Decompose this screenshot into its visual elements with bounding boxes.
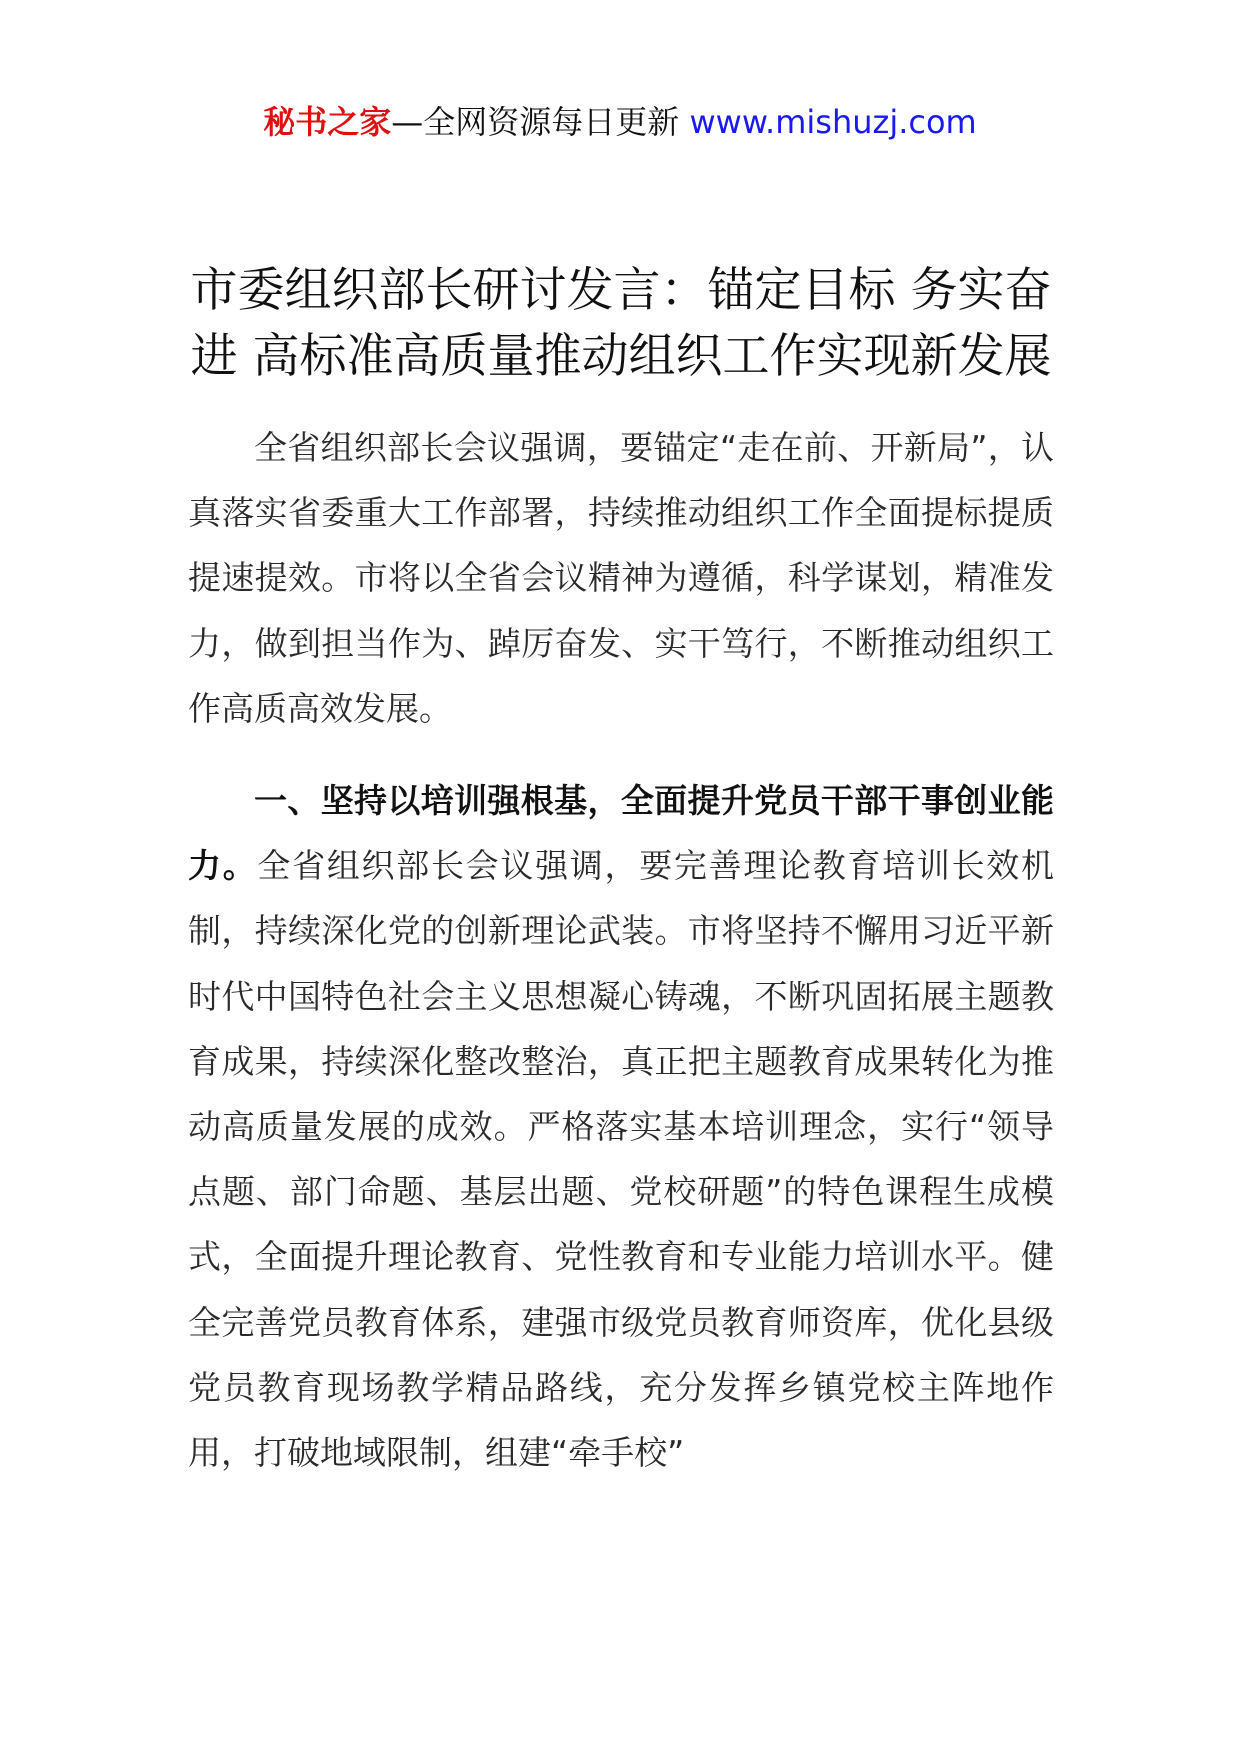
site-slogan: —全网资源每日更新 (391, 103, 680, 141)
document-title: 市委组织部长研讨发言：锚定目标 务实奋进 高标准高质量推动组织工作实现新发展 (190, 263, 1052, 384)
paragraph-section-1 (188, 768, 1054, 1485)
paragraph-intro (188, 415, 1054, 741)
document-body (188, 415, 1054, 1485)
paragraph-text: 全省组织部长会议强调，要完善理论教育培训长效机制，持续深化党的创新理论武装。市将坚持不懈用习近平新时代中国特色社会主义思想凝心铸魂，不断巩固拓展主题教育成果，持续深化整改整治，真正把主题教育成果转化为推动高质量发展的成效。严格落实基本培训理念，实行“领导点题、部门命题、基层出题、党校研题”的特色课程生成模式，全面提升理论教育、党性教育和专业能力培训水平。健全完善党员教育体系，建强市级党员教育师资库，优化县级党员教育现场教学精品路线，充分发挥乡镇党校主阵地作用，打破地域限制，组建“牵手校” (188, 846, 1055, 1473)
paragraph-text: 全省组织部长会议强调，要锚定“走在前、开新局”，认真落实省委重大工作部署，持续推动组织工作全面提标提质提速提效。市将以全省会议精神为遵循，科学谋划，精准发力，做到担当作为、踔厉奋发、实干笃行，不断推动组织工作高质高效发展。 (188, 428, 1054, 728)
site-url-link[interactable]: www.mishuzj.com (689, 103, 977, 141)
site-brand: 秘书之家 (263, 103, 392, 141)
site-header (0, 100, 1240, 144)
section-heading: 一、坚持以培训强根基，全面提升党员干部干事创业能力。 (188, 781, 1054, 886)
